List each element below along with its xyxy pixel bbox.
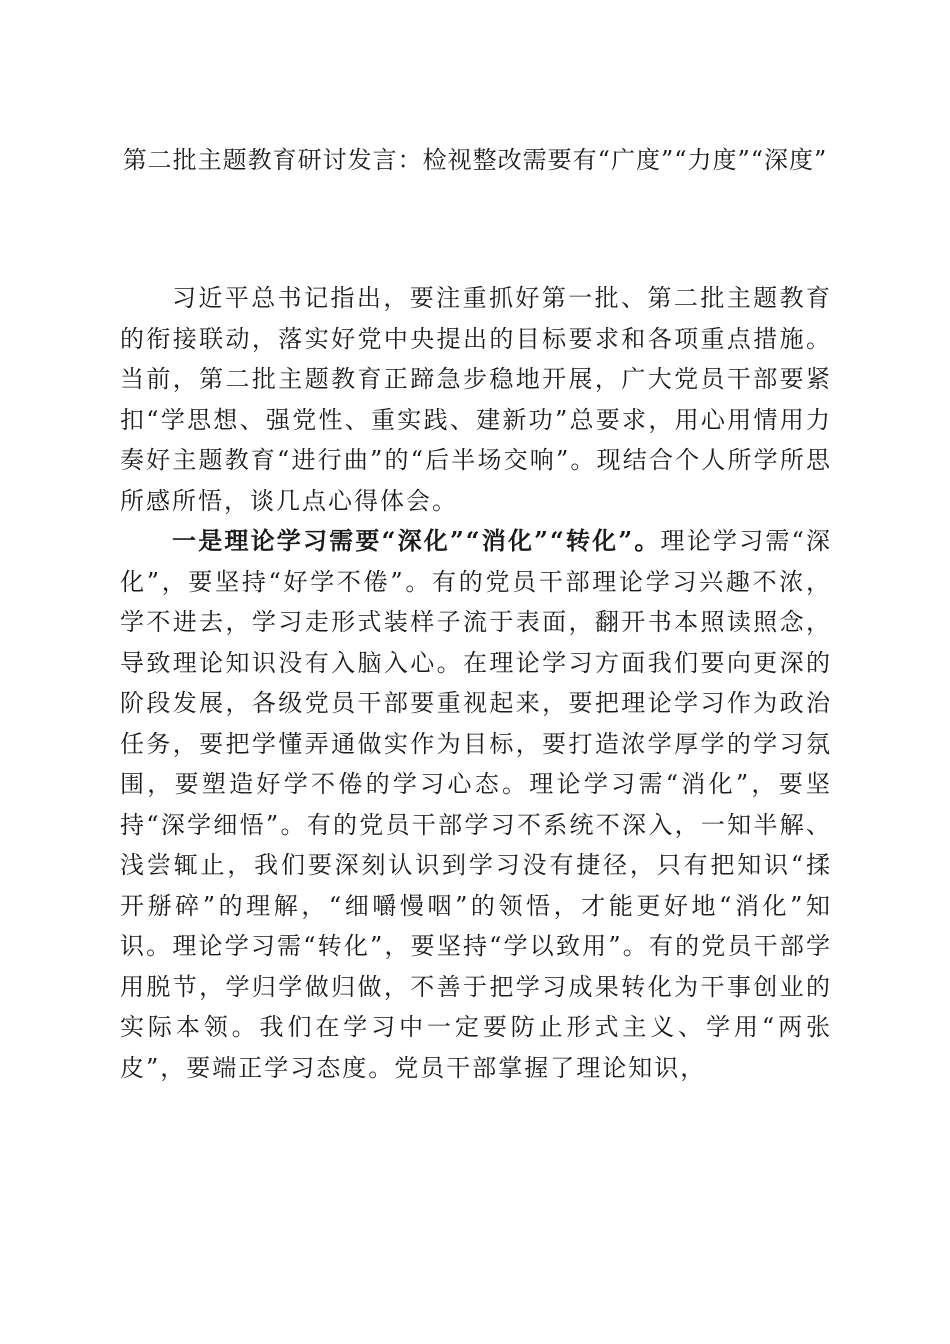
paragraph-theory-study bbox=[120, 521, 832, 1088]
paragraph-intro bbox=[120, 278, 832, 521]
paragraph-lead-heading: 一是理论学习需要“深化”“消化”“转化”。 bbox=[172, 526, 661, 555]
paragraph-theory-study-text: 理论学习需“深化”，要坚持“好学不倦”。有的党员干部理论学习兴趣不浓，学不进去，学习走形式装样子流于表面，翻开书本照读照念，导致理论知识没有入脑入心。在理论学习方面我们要向更深的阶段发展，各级党员干部要重视起来，要把理论学习作为政治任务，要把学懂弄通做实作为目标，要打造浓学厚学的学习氛围，要塑造好学不倦的学习心态。理论学习需“消化”，要坚持“深学细悟”。有的党员干部学习不系统不深入，一知半解、浅尝辄止，我们要深刻认识到学习没有捷径，只有把知识“揉开掰碎”的理解，“细嚼慢咽”的领悟，才能更好地“消化”知识。理论学习需“转化”，要坚持“学以致用”。有的党员干部学用脱节，学归学做归做，不善于把学习成果转化为干事创业的实际本领。我们在学习中一定要防止形式主义、学用“两张皮”，要端正学习态度。党员干部掌握了理论知识， bbox=[120, 527, 832, 1082]
document-title: 第二批主题教育研讨发言：检视整改需要有“广度”“力度”“深度” bbox=[122, 146, 828, 174]
paragraph-intro-text: 习近平总书记指出，要注重抓好第一批、第二批主题教育的衔接联动，落实好党中央提出的目标要求和各项重点措施。当前，第二批主题教育正蹄急步稳地开展，广大党员干部要紧扣“学思想、强党性、重实践、建新功”总要求，用心用情用力奏好主题教育“进行曲”的“后半场交响”。现结合个人所学所思所感所悟，谈几点心得体会。 bbox=[120, 284, 832, 515]
document-body bbox=[120, 278, 832, 1088]
